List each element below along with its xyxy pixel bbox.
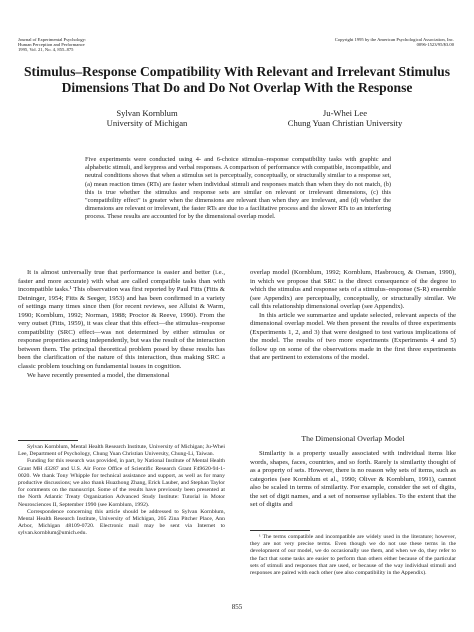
author-affiliation: Chung Yuan Christian University bbox=[287, 118, 403, 128]
journal-citation bbox=[18, 37, 86, 53]
footnote-1 bbox=[250, 534, 456, 577]
footnote-rule bbox=[18, 440, 78, 441]
body-right-column bbox=[250, 269, 456, 363]
abstract: Five experiments were conducted using 4- and 6-choice stimulus–response compatibility tasks with graphic and alphabetic stimuli, and keypress and verbal responses. A comparison of performance with compatible, incompatible, and neutral conditions shows that when a stimulus set is perceptually, conceptually, or structurally similar to a response set, (a) mean reaction times (RTs) are faster when individual stimuli and responses match than when they do not match, (b) this is true whether the stimulus and response sets are similar on relevant or irrelevant dimensions, (c) this "compatibility effect" is greater when the dimensions are relevant than when they are irrelevant, and (d) whether the dimensions are relevant or irrelevant, the faster RTs are due to a facilitative process and the slower RTs to an interfering process. These results are accounted for by the dimensional overlap model. bbox=[85, 156, 391, 221]
funding-note: Funding for this research was provided, in part, by National Institute of Mental Health Grant MH 43287 and U.S. Air Force Office of Scientific Research Grant F49620-94-1-0020. We thank Tony Whipple for technical assistance and support, as well as for many productive discussions; we also thank Huazhong Zhang, Erick Lauber, and Stephan Taylor for comments on the manuscript. Some of the results have previously been presented at the North Atlantic Treaty Organization Advanced Study Institute: Tutorial in Motor Neurosciences II, September 1990 (see Kornblum, 1992). bbox=[18, 458, 225, 508]
author-affiliations-note: Sylvan Kornblum, Mental Health Research Institute, University of Michigan; Ju-Whei Lee, Department of Psychology, Chung Yuan Christian University, Chung-Li, Taiwan. bbox=[18, 444, 225, 458]
title-line-2: Dimensions That Do and Do Not Overlap With the Response bbox=[61, 80, 413, 95]
copyright-line: Copyright 1995 by the American Psychological Association, Inc. bbox=[334, 37, 454, 42]
paragraph-intro: It is almost universally true that performance is easier and better (i.e., faster and more accurate) with what are called compatible tasks than with incompatible tasks.¹ This observation was first reported by Paul Fitts (Fitts & Deininger, 1954; Fitts & Seeger, 1953) and has been confirmed in a variety of settings many times since then (for recent reviews, see Alluisi & Warm, 1990; Kornblum, 1992; Norman, 1988; Proctor & Reeve, 1990). From the very outset (Fitts, 1959), it was clear that this effect—the stimulus–response compatibility (SRC) effect—was not determined by either stimulus or response properties acting independently, but was the result of the interaction between them. The principal theoretical problem posed by these results has been the clarification of the nature of this interaction, thus making SRC a classic problem touching on fundamental issues in cognition. bbox=[18, 269, 225, 371]
copyright-notice bbox=[335, 37, 454, 47]
title-line-1: Stimulus–Response Compatibility With Relevant and Irrelevant Stimulus bbox=[24, 64, 450, 79]
author-name: Ju-Whei Lee bbox=[322, 108, 368, 118]
body-right-column-section bbox=[250, 450, 456, 510]
correspondence-note: Correspondence concerning this article should be addressed to Sylvan Kornblum, Mental Health Research Institute, University of Michigan, 205 Zina Pitcher Place, Ann Arbor, Michigan 48109-0720. Electronic mail may be sent via Internet to sylvan.kornblum@umich.edu. bbox=[18, 508, 225, 537]
issn-line: 0096-1523/95/$3.00 bbox=[416, 42, 454, 48]
body-left-column bbox=[18, 269, 225, 380]
footnote-text: ¹ The terms compatible and incompatible are widely used in the literature; however, they are not very precise terms. Even though we do not use these terms in the development of our model, we do occasionally use them, and when we do, they refer to the fact that some tasks are easier to perform than others either because of the particular sets of stimuli and responses that are used, or because of the way individual stimuli and responses are paired with each other (see also compatibility in the Appendix). bbox=[250, 534, 456, 577]
author-name: Sylvan Kornblum bbox=[116, 108, 178, 118]
page-number: 855 bbox=[231, 603, 243, 611]
paragraph-model-intro: We have recently presented a model, the dimensional bbox=[27, 371, 170, 379]
paragraph-article-summary: In this article we summarize and update selected, relevant aspects of the dimensional overlap model. We then present the results of three experiments (Experiments 1, 2, and 3) that were designed to test various implications of the model. The results of two more experiments (Experiments 4 and 5) follow up on some of the observations made in the first three experiments that are pertinent to extensions of the model. bbox=[250, 311, 456, 362]
journal-volume-line: 1995, Vol. 21, No. 4, 855–875 bbox=[18, 47, 74, 53]
author-block-2 bbox=[270, 108, 420, 128]
author-block-1 bbox=[72, 108, 222, 128]
paragraph-similarity: Similarity is a property usually associated with individual items like words, shapes, faces, countries, and so forth. Rarely is similarity thought of as a property of sets. However, there is no reason why sets of items, such as categories (see Kornblum et al., 1990; Oliver & Kornblum, 1991), cannot also be scaled in terms of similarity. For example, consider the set of digits, the set of digit names, and a set of nonsense syllables. To the extent that the set of digits and bbox=[250, 450, 456, 509]
paragraph-model-cont: overlap model (Kornblum, 1992; Kornblum, Hasbroucq, & Osman, 1990), in which we propose that SRC is the direct consequence of the degree to which the stimulus and response sets of a stimulus–response (S-R) ensemble (see Appendix) are perceptually, conceptually, or structurally similar. We call this relationship dimensional overlap (see Appendix). bbox=[250, 269, 456, 311]
footnote-rule-right bbox=[250, 530, 310, 531]
journal-name-line2: Human Perception and Performance bbox=[18, 42, 85, 48]
author-affiliation: University of Michigan bbox=[106, 118, 188, 128]
author-note bbox=[18, 444, 225, 538]
article-title bbox=[20, 64, 454, 96]
journal-name-line1: Journal of Experimental Psychology: bbox=[18, 37, 87, 42]
section-heading: The Dimensional Overlap Model bbox=[301, 434, 405, 443]
